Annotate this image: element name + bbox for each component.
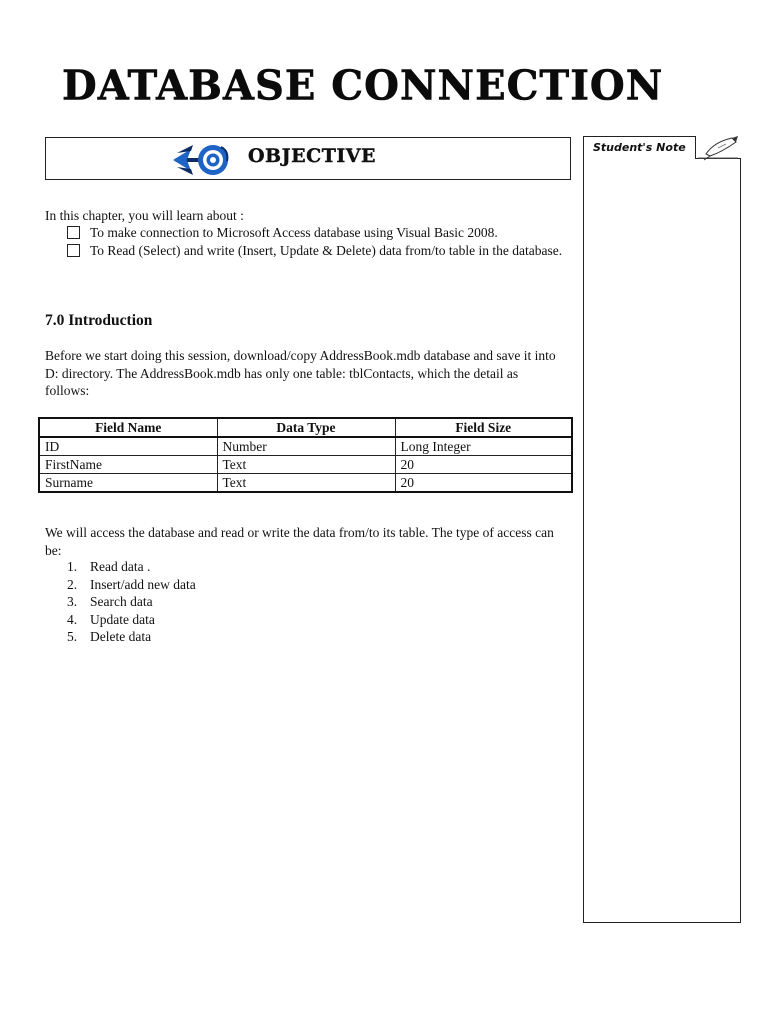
list-number: 3. [67, 594, 78, 609]
list-number: 5. [67, 629, 78, 644]
table-cell: Surname [39, 474, 217, 493]
pen-icon [692, 134, 744, 162]
list-item [67, 611, 196, 629]
list-number: 2. [67, 576, 78, 592]
list-number: 1. [67, 559, 78, 574]
student-notes-column [583, 158, 741, 923]
table-cell: Text [217, 456, 395, 474]
checkbox-icon [67, 244, 80, 257]
student-notes-tab [583, 136, 696, 159]
table-header-cell: Field Name [39, 418, 217, 437]
table-cell: 20 [395, 474, 572, 493]
list-text: Read data . [90, 559, 151, 574]
objective-banner [45, 137, 571, 180]
list-text: Search data [90, 594, 153, 609]
objective-heading: OBJECTIVE [248, 145, 376, 167]
objective-list [67, 224, 567, 259]
objective-item-text: To make connection to Microsoft Access database using Visual Basic 2008. [90, 225, 498, 240]
table-cell: FirstName [39, 456, 217, 474]
list-text: Delete data [90, 629, 152, 644]
objective-item-text: To Read (Select) and write (Insert, Update & Delete) data from/to table in the database. [90, 242, 563, 258]
table-row [39, 474, 572, 493]
list-item [67, 593, 196, 611]
table-header-row [39, 418, 572, 437]
table-cell: ID [39, 437, 217, 456]
list-number: 4. [67, 611, 78, 627]
page-title: DATABASE CONNECTION [62, 61, 664, 110]
target-arrow-icon [171, 141, 231, 179]
table-header-cell: Field Size [395, 418, 572, 437]
list-text: Insert/add new data [90, 576, 196, 592]
access-paragraph: We will access the database and read or write the data from/to its table. The type of access can be: [45, 525, 554, 558]
table-cell: 20 [395, 456, 572, 474]
list-item [67, 628, 196, 646]
table-header-cell: Data Type [217, 418, 395, 437]
list-item [67, 576, 196, 594]
table-row [39, 456, 572, 474]
fields-table [38, 417, 573, 493]
intro-text: In this chapter, you will learn about : [45, 208, 244, 223]
objective-item [67, 224, 567, 242]
section-heading: 7.0 Introduction [45, 312, 153, 329]
list-item [67, 558, 196, 576]
checkbox-icon [67, 226, 80, 239]
student-notes-title: Student's Note [593, 141, 686, 154]
section-paragraph: Before we start doing this session, download/copy AddressBook.mdb database and save it into D: directory. The AddressBook.mdb has only one table: tblContacts, which the detail as follows: [45, 348, 556, 398]
access-list [67, 558, 196, 646]
table-cell: Text [217, 474, 395, 493]
table-cell: Number [217, 437, 395, 456]
objective-item [67, 242, 567, 260]
table-cell: Long Integer [395, 437, 572, 456]
list-text: Update data [90, 611, 155, 627]
table-row [39, 437, 572, 456]
